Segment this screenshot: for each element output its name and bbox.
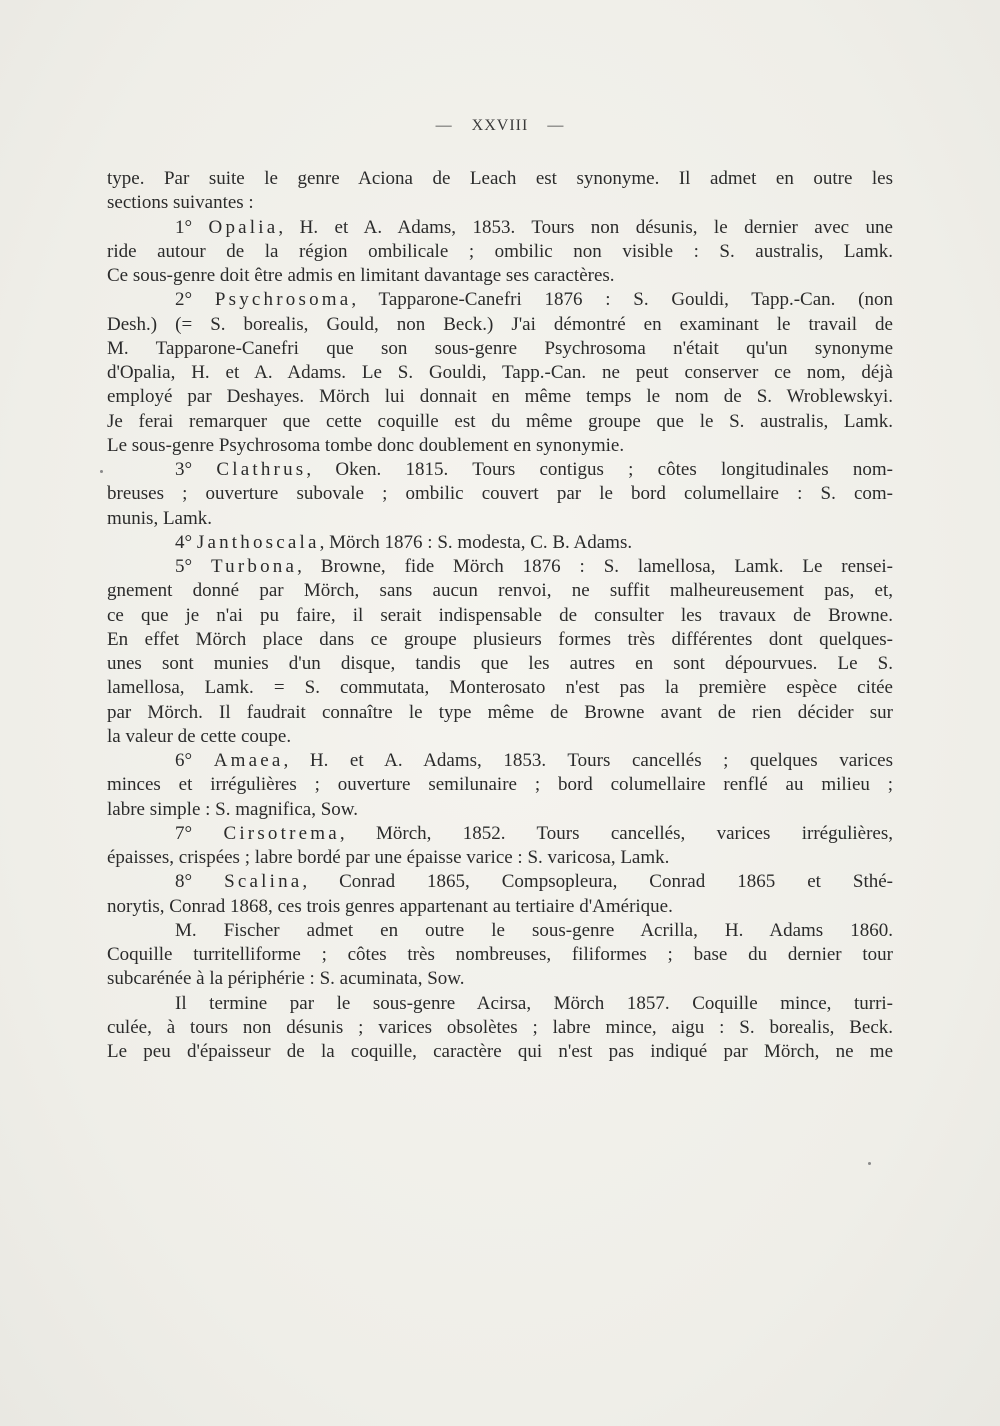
subgenus-name: Turbona [211,556,298,577]
subgenus-name: Janthoscala [196,531,320,553]
line-text: , Browne, fide Mörch 1876 : S. lamellosa, Lamk. Le rensei- [297,556,893,577]
text-line [107,822,893,846]
text-line [107,216,893,240]
section-number: 7° [175,822,224,844]
page-number: XXVIII [471,117,529,134]
text-line: M. Fischer admet en outre le sous-genre Acrilla, H. Adams 1860. [175,919,893,941]
speck-mark [868,1162,871,1165]
text-line [107,555,893,579]
section-number: 2° [175,289,215,311]
page-header [0,117,1000,135]
section-number: 5° [175,556,212,577]
line-text: , H. et A. Adams, 1853. Tours cancellés ; quelques varices [283,750,893,771]
text-line: culée, à tours non désunis ; varices obsolètes ; labre mince, aigu : S. borealis, Beck. [107,1016,893,1038]
body-text [107,167,893,1064]
text-line: Desh.) (= S. borealis, Gould, non Beck.) J'ai démontré en examinant le travail de [107,313,893,335]
subgenus-name: Cirsotrema [223,822,340,844]
text-line: Le peu d'épaisseur de la coquille, caractère qui n'est pas indiqué par Mörch, ne me [107,1041,893,1062]
line-text: , Mörch 1876 : S. modesta, C. B. Adams. [319,531,633,553]
text-line: Le sous-genre Psychrosoma tombe donc doublement en synonymie. [107,434,625,456]
text-line [107,749,893,773]
section-number: 6° [175,750,214,771]
text-line: Coquille turritelliforme ; côtes très nombreuses, filiformes ; base du dernier tour [107,944,893,965]
text-line: ride autour de la région ombilicale ; ombilic non visible : S. australis, Lamk. [107,240,893,262]
line-text: , Oken. 1815. Tours contigus ; côtes longitudinales nom- [306,459,893,480]
header-dash-left: — [435,117,453,134]
line-text: , Conrad 1865, Compsopleura, Conrad 1865 et Sthé- [302,871,893,893]
subgenus-name: Opalia [208,216,279,238]
subgenus-name: Clathrus [216,459,307,480]
line-text: , Tapparone-Canefri 1876 : S. Gouldi, Tapp.-Can. (non [351,289,893,311]
text-line: gnement donné par Mörch, sans aucun renvoi, ne suffit malheureusement pas, et, [107,580,893,602]
text-line: munis, Lamk. [107,507,213,529]
text-line: subcarénée à la périphérie : S. acuminata, Sow. [107,968,465,990]
section-number: 4° [175,531,197,553]
subgenus-name: Scalina [224,871,303,893]
subgenus-name: Psychrosoma [214,289,352,311]
text-line: Je ferai remarquer que cette coquille est du même groupe que le S. australis, Lamk. [107,410,893,432]
text-line [107,458,893,482]
text-line: épaisses, crispées ; labre bordé par une épaisse varice : S. varicosa, Lamk. [107,847,670,868]
text-line: Ce sous-genre doit être admis en limitant davantage ses caractères. [107,265,615,286]
section-number: 1° [175,216,209,238]
text-line: ce que je n'ai pu faire, il serait indispensable de consulter les travaux de Browne. [107,604,893,626]
text-line: d'Opalia, H. et A. Adams. Le S. Gouldi, Tapp.-Can. ne peut conserver ce nom, déjà [107,362,893,383]
text-line [107,531,893,555]
speck-mark [100,470,103,473]
text-line [107,288,893,312]
text-line: la valeur de cette coupe. [107,725,292,747]
text-line: employé par Deshayes. Mörch lui donnait en même temps le nom de S. Wroblewskyi. [107,386,893,408]
text-line: norytis, Conrad 1868, ces trois genres appartenant au tertiaire d'Amérique. [107,895,673,917]
text-line: par Mörch. Il faudrait connaître le type même de Browne avant de rien décider sur [107,701,893,723]
subgenus-name: Amaea [213,750,284,771]
text-line: labre simple : S. magnifica, Sow. [107,798,358,820]
line-text: , Mörch, 1852. Tours cancellés, varices irrégulières, [339,822,893,844]
section-number: 3° [175,459,217,480]
header-dash-right: — [547,117,565,134]
text-line: M. Tapparone-Canefri que son sous-genre Psychrosoma n'était qu'un synonyme [107,337,893,359]
text-line [107,870,893,894]
text-line: breuses ; ouverture subovale ; ombilic couvert par le bord columellaire : S. com- [107,483,893,505]
text-line: sections suivantes : [107,192,254,214]
text-line: minces et irrégulières ; ouverture semilunaire ; bord columellaire renflé au milieu ; [107,774,893,796]
text-line: Il termine par le sous-genre Acirsa, Mörch 1857. Coquille mince, turri- [175,992,893,1014]
text-line: lamellosa, Lamk. = S. commutata, Monterosato n'est pas la première espèce citée [107,677,893,699]
text-line: unes sont munies d'un disque, tandis que les autres en sont dépourvues. Le S. [107,653,893,674]
text-line: En effet Mörch place dans ce groupe plusieurs formes très différentes dont quelques- [107,628,893,650]
section-number: 8° [175,871,225,893]
text-line: type. Par suite le genre Aciona de Leach est synonyme. Il admet en outre les [107,168,893,189]
line-text: , H. et A. Adams, 1853. Tours non désunis, le dernier avec une [278,216,893,238]
